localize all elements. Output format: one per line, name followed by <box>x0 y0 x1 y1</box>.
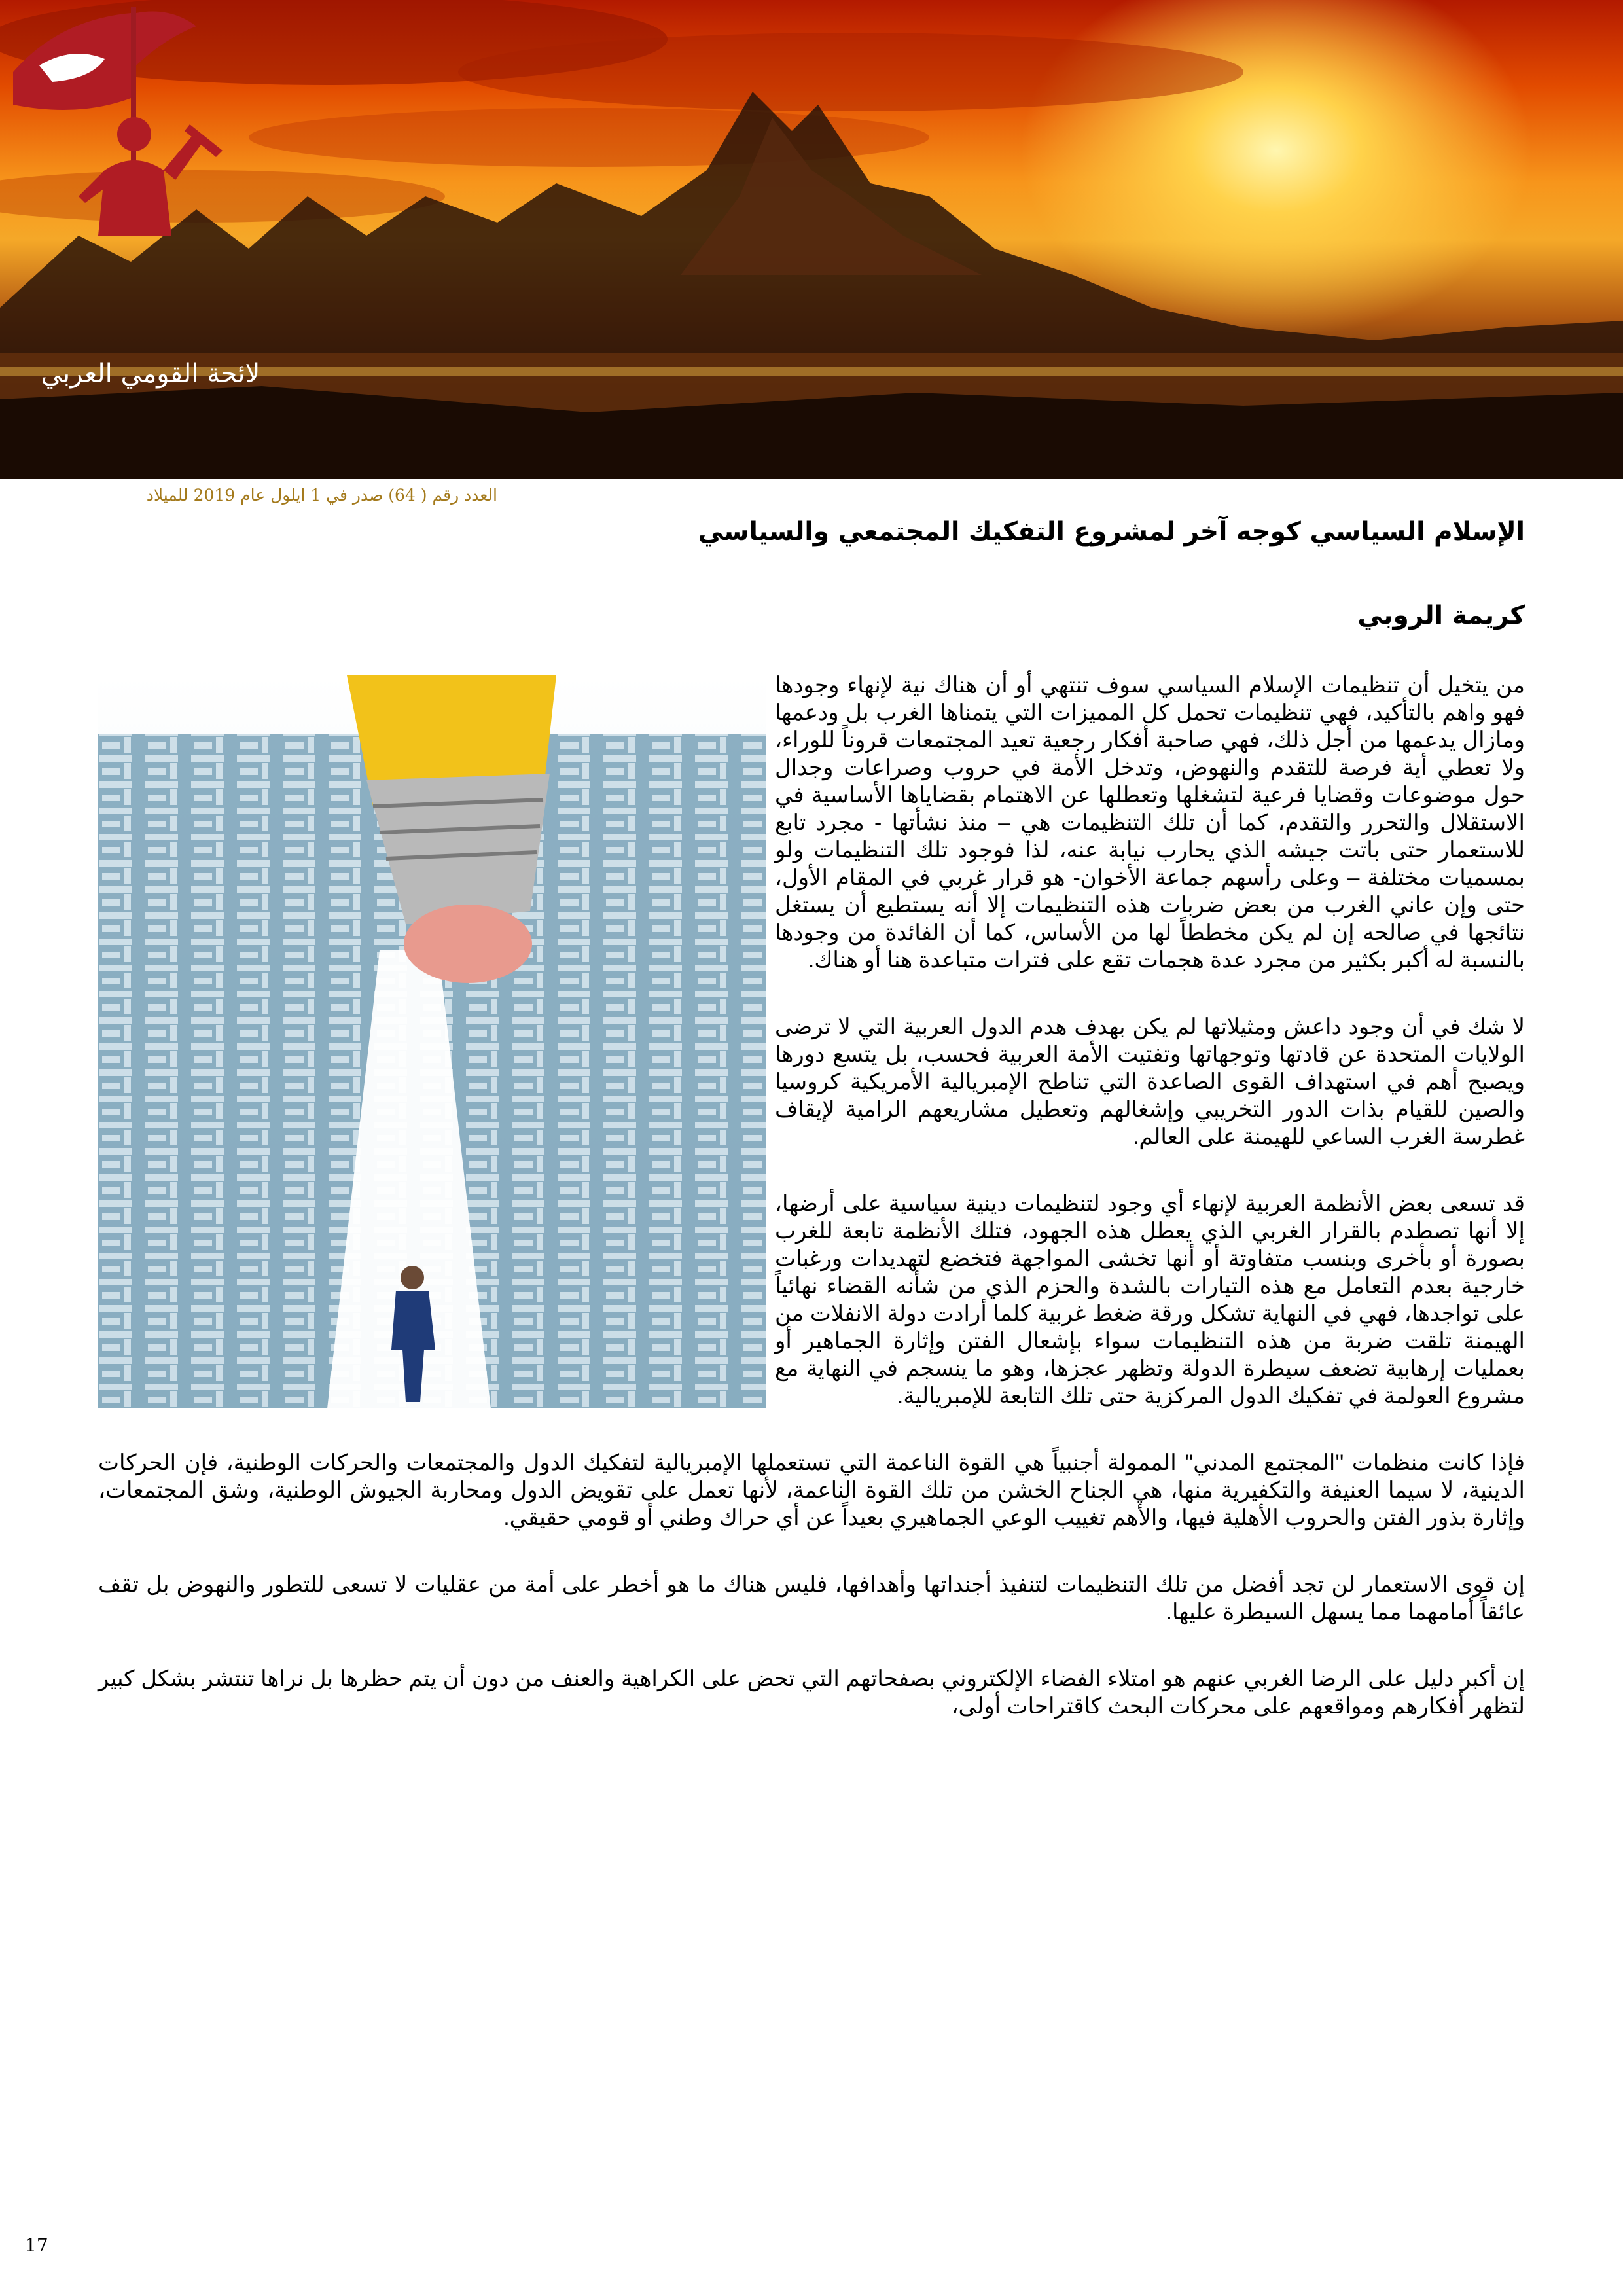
article-paragraph: من يتخيل أن تنظيمات الإسلام السياسي سوف تنتهي أو أن هناك نية لإنهاء وجودها فهو واهم بالتأكيد، فهي تنظيمات تحمل كل المميزات التي يتمناها الغرب بل ودعمها ومازال يدعمها من أجل ذلك، فهي صاحبة أفكار رجعية تعيد المجتمعات قروناً للوراء، ولا تعطي أية فرصة للتقدم والنهوض، وتدخل الأمة في حروب وصراعات وجدال حول موضوعات وقضايا فرعية لتشغلها وتعطلها عن الاهتمام بقضاياها الأساسية في الاستقلال والتحرر والتقدم، كما أن تلك التنظيمات هي – منذ نشأتها - مجرد تابع للاستعمار حتى باتت جيشه الذي يحارب نيابة عنه، لذا فوجود تلك التنظيمات ولو بمسميات مختلفة – وعلى رأسهم جماعة الأخوان- هو قرار غربي في المقام الأول، حتى وإن عاني الغرب من بعض ضربات هذه التنظيمات إلا أنه يستطيع أن يستغل نتائجها في صالحه إن لم يكن مخططاً لها من الأساس، كما أن الفائدة من وجودها بالنسبة له أكبر بكثير من مجرد عدة هجمات تقع على فترات متباعدة هنا أو هناك. <box>775 673 1525 973</box>
article-body <box>98 672 1525 1759</box>
header-banner <box>0 0 1623 479</box>
maze-illustration <box>98 675 766 1408</box>
page-number: 17 <box>25 2234 48 2256</box>
issue-info: العدد رقم ( 64) صدر في 1 ايلول عام 2019 للميلاد <box>146 486 497 505</box>
article-author: كريمة الروبي <box>1357 601 1525 630</box>
article-paragraph: قد تسعى بعض الأنظمة العربية لإنهاء أي وجود لتنظيمات دينية سياسية على أرضها، إلا أنها تصطدم بالقرار الغربي الذي يعطل هذه الجهود، فتلك الأنظمة تابعة للغرب بصورة أو بأخرى وبنسب متفاوتة أو أنها تخشى المواجهة فتخضع لتهديدات ورغبات خارجية بعدم التعامل مع هذه التيارات بالشدة والحزم الذي من شأنه القضاء نهائياً على تواجدها، فهي في النهاية تشكل ورقة ضغط غربية كلما أرادت دولة الانفلات من الهيمنة تلقت ضربة من هذه التنظيمات سواء بإشعال الفتن وإثارة الجماهير أو بعمليات إرهابية تضعف سيطرة الدولة وتظهر عجزها، وهو ما ينسجم في النهاية مع مشروع العولمة في تفكيك الدول المركزية حتى تلك التابعة للإمبريالية. <box>775 1191 1525 1408</box>
article-image-pencil-maze <box>98 675 766 1408</box>
logo-text: لائحة القومي العربي <box>41 359 260 389</box>
article-paragraph: لا شك في أن وجود داعش ومثيلاتها لم يكن بهدف هدم الدول العربية التي لا ترضى الولايات المتحدة عن قادتها وتوجهاتها وتفتيت الأمة العربية فحسب، بل يتسع دورها ويصبح أهم في استهداف القوى الصاعدة التي تناطح الإمبريالية الأمريكية كروسيا والصين للقيام بذات الدور التخريبي وإشغالهم وتعطيل مشاريعهم الرامية لإيقاف غطرسة الغرب الساعي للهيمنة على العالم. <box>775 1014 1525 1149</box>
logo-figure-with-flag <box>0 0 275 249</box>
article-paragraph: إن أكبر دليل على الرضا الغربي عنهم هو امتلاء الفضاء الإلكتروني بصفحاتهم التي تحض على الكراهية والعنف من دون أن يتم حظرها بل نراها تنتشر بشكل كبير لتظهر أفكارهم ومواقعهم على محركات البحث كاقتراحات أولى، <box>98 1666 1525 1719</box>
article-paragraph: فإذا كانت منظمات ''المجتمع المدني'' الممولة أجنبياً هي القوة الناعمة التي تستعملها الإمبريالية لتفكيك الدول والمجتمعات والحركات الوطنية، فإن الحركات الدينية، لا سيما العنيفة والتكفيرية منها، هي الجناح الخشن من تلك القوة الناعمة، لأنها تعمل على تقويض الدول ومحاربة الجيوش الوطنية، وشق المجتمعات، وإثارة بذور الفتن والحروب الأهلية فيها، والأهم تغييب الوعي الجماهيري بعيداً عن أي حراك وطني أو قومي حقيقي. <box>98 1450 1525 1530</box>
article-title: الإسلام السياسي كوجه آخر لمشروع التفكيك المجتمعي والسياسي <box>698 517 1525 547</box>
article-paragraph: إن قوى الاستعمار لن تجد أفضل من تلك التنظيمات لتنفيذ أجنداتها وأهدافها، فليس هناك ما هو أخطر على أمة من عقليات لا تسعى للتطور والنهوض بل تقف عائقاً أمامهما مما يسهل السيطرة عليها. <box>98 1572 1525 1624</box>
